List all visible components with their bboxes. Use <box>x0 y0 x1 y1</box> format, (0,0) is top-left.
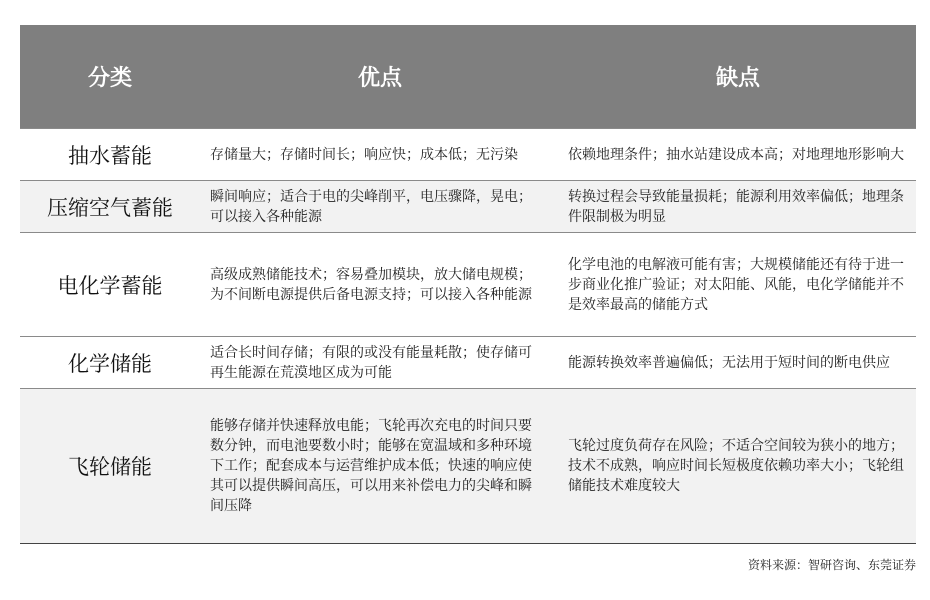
row-pros: 高级成熟储能技术；容易叠加模块，放大储电规模；为不间断电源提供后备电源支持；可以接入各种能源 <box>210 266 532 303</box>
row-cons: 转换过程会导致能量损耗；能源利用效率偏低；地理条件限制极为明显 <box>568 188 904 225</box>
table-row <box>20 232 916 336</box>
table-row <box>20 128 916 180</box>
table-row <box>20 336 916 388</box>
row-cons: 化学电池的电解液可能有害；大规模储能还有待于进一步商业化推广验证；对太阳能、风能，电化学储能并不是效率最高的储能方式 <box>568 256 904 313</box>
row-cons: 能源转换效率普遍偏低；无法用于短时间的断电供应 <box>568 354 890 371</box>
row-pros: 瞬间响应；适合于电的尖峰削平，电压骤降，晃电；可以接入各种能源 <box>210 188 532 225</box>
table-header <box>20 25 916 128</box>
table-row <box>20 180 916 232</box>
header-pros: 优点 <box>357 66 402 91</box>
row-category: 化学储能 <box>68 351 152 376</box>
row-pros: 存储量大；存储时间长；响应快；成本低；无污染 <box>210 146 518 163</box>
row-cons: 飞轮过度负荷存在风险；不适合空间较为狭小的地方； 技术不成熟，响应时间长短极度依赖功率大小；飞轮组储能技术难度较大 <box>568 438 904 494</box>
row-pros: 适合长时间存储；有限的或没有能量耗散；使存储可再生能源在荒漠地区成为可能 <box>210 344 532 381</box>
row-category: 飞轮储能 <box>68 455 152 479</box>
header-category: 分类 <box>87 66 132 91</box>
row-category: 电化学蓄能 <box>57 273 163 298</box>
source-note: 资料来源：智研咨询、东莞证券 <box>747 558 916 572</box>
row-pros: 能够存储并快速释放电能；飞轮再次充电的时间只要数分钟，而电池要数小时；能够在宽温域和多种环境下工作；配套成本与运营维护成本低；快速的响应使其可以提供瞬间高压，可以用来补偿电力的尖峰和瞬间压降 <box>210 418 532 514</box>
energy-storage-comparison-table <box>20 25 916 544</box>
row-cons: 依赖地理条件；抽水站建设成本高；对地理地形影响大 <box>568 146 904 163</box>
header-cons: 缺点 <box>715 66 760 91</box>
row-category: 抽水蓄能 <box>68 143 152 168</box>
table-row <box>20 388 916 543</box>
row-category: 压缩空气蓄能 <box>47 195 173 220</box>
